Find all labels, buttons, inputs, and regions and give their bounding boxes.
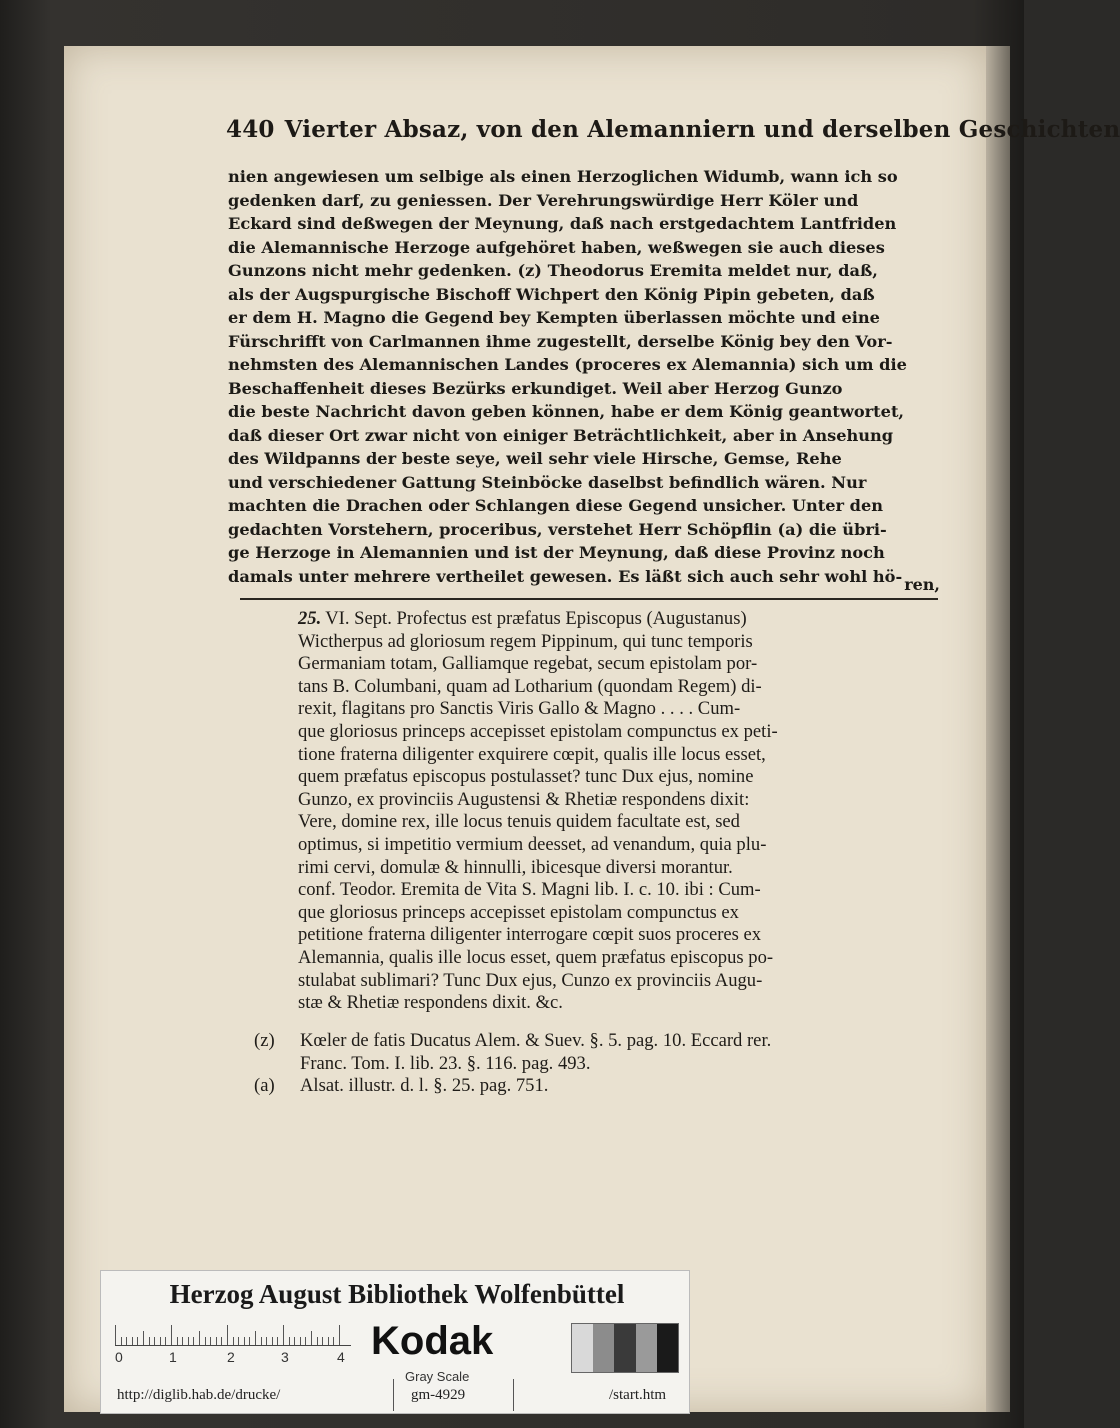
ruler-tick [199,1331,200,1345]
ruler-tick [261,1337,262,1345]
body-line: Eckard sind deßwegen der Meynung, daß nach erstgedachtem Lantfriden [228,214,897,233]
page-number: 440 [226,116,275,143]
ruler-tick [126,1337,127,1345]
body-line: nehmsten des Alemannischen Landes (proceres ex Alemannia) sich um die [228,355,907,374]
ruler-tick [333,1337,334,1345]
ruler-tick [205,1337,206,1345]
label-url-row [115,1387,675,1407]
ruler-number: 0 [115,1349,123,1365]
header-title: Vierter Absaz, von den Alemanniern und derselben Geschichten [284,116,1120,143]
footnote-line: tione fraterna diligenter exquirere cœpit, qualis ille locus esset, [298,743,766,765]
body-line: ge Herzoge in Alemannien und ist der Meynung, daß diese Provinz noch [228,543,885,562]
footnote-line: Wictherpus ad gloriosum regem Pippinum, qui tunc temporis [298,630,753,652]
body-line: Beschaffenheit dieses Bezürks erkundiget. Weil aber Herzog Gunzo [228,378,843,398]
ruler-tick [177,1337,178,1345]
ruler-tick [143,1331,144,1345]
footnote-text: Alsat. illustr. d. l. §. 25. pag. 751. [300,1075,549,1096]
body-line: gedenken darf, zu geniessen. Der Verehrungswürdige Herr Köler und [228,190,859,210]
ruler-tick [154,1337,155,1345]
ruler-tick [210,1337,211,1345]
footnote-line: tans B. Columbani, quam ad Lotharium (quondam Regem) di- [298,675,762,697]
body-line: daß dieser Ort zwar nicht von einiger Beträchtlichkeit, aber in Ansehung [228,425,894,445]
ruler-tick [283,1325,284,1345]
ruler-tick [182,1337,183,1345]
footnote-line: petitione fraterna diligenter interrogare cœpit suos proceres ex [298,924,762,946]
ruler-tick [149,1337,150,1345]
footnote-line: que gloriosus princeps accepisset epistolam compunctus ex peti- [298,720,778,742]
ruler-tick [322,1337,323,1345]
ruler-tick [238,1337,239,1345]
ruler-tick [311,1331,312,1345]
ruler-tick [165,1337,166,1345]
ruler-number: 3 [281,1349,289,1365]
ruler-tick [272,1337,273,1345]
body-line: nien angewiesen um selbige als einen Herzoglichen Widumb, wann ich so [228,167,898,186]
footnote-25 [298,608,932,1015]
kodak-logo: Kodak [371,1319,494,1363]
footnote-a [254,1075,944,1098]
main-text-block [228,165,936,588]
ruler-tick [277,1337,278,1345]
ruler-tick [249,1337,250,1345]
ruler-tick [328,1337,329,1345]
ruler-tick [255,1331,256,1345]
body-line: als der Augspurgische Bischoff Wichpert den König Pipin gebeten, daß [228,284,875,304]
gray-patch [572,1324,593,1372]
body-line: die Alemannische Herzoge aufgehöret haben, weßwegen sie auch dieses [228,237,885,257]
library-name: Herzog August Bibliothek Wolfenbüttel [169,1279,625,1309]
body-line: und verschiedener Gattung Steinböcke daselbst befindlich wären. Nur [228,472,867,492]
ruler-tick [317,1337,318,1345]
footnote-line: que gloriosus princeps accepisset epistolam compunctus ex [298,901,739,923]
footnote-text: Kœler de fatis Ducatus Alem. & Suev. §. 5. pag. 10. Eccard rer. [300,1030,772,1051]
ruler-tick [266,1337,267,1345]
book-spine-edge [986,46,1010,1412]
body-line: die beste Nachricht davon geben können, habe er dem König geantwortet, [228,402,905,421]
body-line: gedachten Vorstehern, proceribus, verstehet Herr Schöpflin (a) die übri- [228,519,887,539]
footnote-line: Germaniam totam, Galliamque regebat, secum epistolam por- [298,653,758,675]
ruler-tick [171,1325,172,1345]
ruler-tick [216,1337,217,1345]
catchword: ren, [904,575,940,594]
url-right: /start.htm [609,1387,667,1403]
footnote-line: conf. Teodor. Eremita de Vita S. Magni lib. I. c. 10. ibi : Cum- [298,879,761,901]
url-id: gm-4929 [411,1387,466,1403]
url-left: http://diglib.hab.de/drucke/ [117,1387,281,1403]
footnote-divider [240,598,938,600]
footnote-line: stulabat sublimari? Tunc Dux ejus, Cunzo ex provinciis Augu- [298,969,763,991]
gray-patch [657,1324,678,1372]
footnote-line: optimus, si impetitio vermium deesset, ad venandum, quia plu- [298,833,767,855]
footnote-line: quem præfatus episcopus postulasset? tunc Dux ejus, nomine [298,766,754,788]
running-header [226,116,1120,143]
ruler-tick [132,1337,133,1345]
ruler-tick [121,1337,122,1345]
footnote-line: Gunzo, ex provinciis Augustensi & Rhetiæ respondens dixit: [298,788,750,810]
ruler-tick [294,1337,295,1345]
gray-scale-label: Gray Scale [405,1369,470,1384]
footnote-line: rexit, flagitans pro Sanctis Viris Gallo & Magno . . . . Cum- [298,698,741,720]
ruler-tick [233,1337,234,1345]
ruler-tick [305,1337,306,1345]
body-line: er dem H. Magno die Gegend bey Kempten überlassen möchte und eine [228,308,880,327]
ruler-tick [115,1325,116,1345]
gray-patch [614,1324,635,1372]
footnote-line: Alemannia, qualis ille locus esset, quem præfatus episcopus po- [298,946,774,968]
gray-patch [636,1324,657,1372]
ruler-number: 2 [227,1349,235,1365]
body-line: damals unter mehrere vertheilet gewesen. Es läßt sich auch sehr wohl hö- [228,566,903,586]
ruler-tick [188,1337,189,1345]
footnote-line: 25. VI. Sept. Profectus est præfatus Episcopus (Augustanus) [298,608,747,629]
footnote-z [254,1030,944,1075]
ruler-tick [244,1337,245,1345]
ruler-tick [137,1337,138,1345]
ruler-tick [193,1337,194,1345]
ruler-tick [221,1337,222,1345]
body-line: Gunzons nicht mehr gedenken. (z) Theodorus Eremita meldet nur, daß, [228,261,878,280]
body-line: machten die Drachen oder Schlangen diese Gegend unsicher. Unter den [228,496,884,515]
ruler-tick [300,1337,301,1345]
ruler-tick [289,1337,290,1345]
footnote-text: Franc. Tom. I. lib. 23. §. 116. pag. 493. [300,1052,591,1074]
ruler-tick [339,1325,340,1345]
ruler-tick [160,1337,161,1345]
footnote-mark: (z) [254,1030,275,1051]
footnote-line: stæ & Rhetiæ respondens dixit. &c. [298,992,563,1014]
ruler-number: 4 [337,1349,345,1365]
gray-scale-patches [571,1323,679,1373]
body-line: Fürschrifft von Carlmannen ihme zugestellt, derselbe König bey den Vor- [228,331,893,351]
body-line: des Wildpanns der beste seye, weil sehr viele Hirsche, Gemse, Rehe [228,449,842,468]
footnote-mark: (a) [254,1075,275,1096]
ruler-number: 1 [169,1349,177,1365]
footnote-line: rimi cervi, domulæ & hinnulli, ibicesque diversi morantur. [298,856,733,878]
scale-ruler [115,1323,351,1346]
ruler-numbers [115,1349,351,1367]
footnote-line: Vere, domine rex, ille locus tenuis quidem facultate est, sed [298,811,740,833]
gray-patch [593,1324,614,1372]
footnote-number: 25. [298,608,322,629]
library-scan-label [100,1270,690,1414]
ruler-tick [227,1325,228,1345]
